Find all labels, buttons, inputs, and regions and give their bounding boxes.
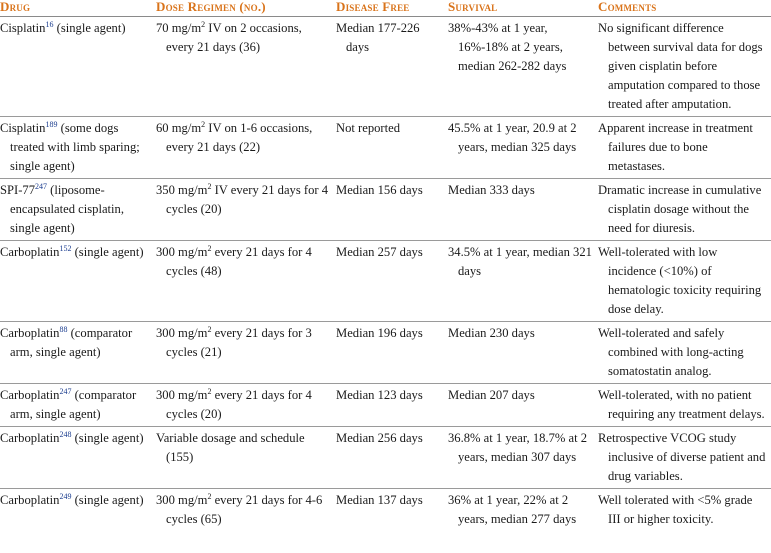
comments-cell	[598, 241, 771, 322]
comments-value: Well tolerated with <5% grade III or higher toxicity.	[598, 493, 753, 526]
dose-text-rest: IV on 1-6 occasions, every 21 days (22)	[166, 121, 313, 154]
survival-cell	[448, 241, 598, 322]
comments-cell	[598, 179, 771, 241]
disease-free-cell	[336, 117, 448, 179]
drug-name: SPI-77	[0, 183, 35, 197]
disease-free-value: Median 137 days	[336, 493, 423, 507]
dose-cell	[156, 427, 336, 489]
survival-cell	[448, 179, 598, 241]
comments-value: No significant difference between survival data for dogs given cisplatin before amputation compared to those treated after amputation.	[598, 21, 763, 111]
disease-free-cell	[336, 179, 448, 241]
table-row	[0, 384, 771, 427]
comments-value: Well-tolerated and safely combined with long-acting somatostatin analog.	[598, 326, 744, 378]
reference-link[interactable]: 189	[45, 119, 58, 129]
drug-cell	[0, 179, 156, 241]
disease-free-value: Median 123 days	[336, 388, 423, 402]
drug-note: (liposome-encapsulated cisplatin, single agent)	[10, 183, 125, 235]
reference-link[interactable]: 88	[59, 324, 68, 334]
survival-cell	[448, 489, 598, 532]
dose-exponent: 2	[201, 119, 206, 129]
drug-note: (single agent)	[71, 431, 144, 445]
drug-note: (comparator arm, single agent)	[10, 326, 133, 359]
comments-value: Well-tolerated, with no patient requiring any treatment delays.	[598, 388, 765, 421]
table-row	[0, 117, 771, 179]
survival-cell	[448, 17, 598, 117]
reference-link[interactable]: 247	[35, 181, 47, 191]
dose-text: Variable dosage and schedule (155)	[156, 431, 305, 464]
survival-value: Median 207 days	[448, 388, 535, 402]
survival-value: 38%-43% at 1 year, 16%-18% at 2 years, median 262-282 days	[448, 21, 567, 73]
dose-text-rest: every 21 days for 4-6 cycles (65)	[166, 493, 323, 526]
survival-value: Median 333 days	[448, 183, 535, 197]
reference-link[interactable]: 249	[59, 491, 72, 501]
reference-link[interactable]: 247	[59, 386, 72, 396]
drug-note: (single agent)	[71, 493, 144, 507]
dose-text: 300 mg/m	[156, 493, 208, 507]
header-survival: Survival	[448, 0, 598, 17]
survival-value: Median 230 days	[448, 326, 535, 340]
drug-note: (comparator arm, single agent)	[10, 388, 137, 421]
dose-exponent: 2	[201, 19, 206, 29]
dose-text-rest: IV every 21 days for 4 cycles (20)	[166, 183, 329, 216]
drug-cell	[0, 322, 156, 384]
drug-note: (some dogs treated with limb sparing; single agent)	[10, 121, 140, 173]
dose-exponent: 2	[207, 491, 212, 501]
table-row	[0, 241, 771, 322]
dose-cell	[156, 241, 336, 322]
header-dose-regimen: Dose Regimen (no.)	[156, 0, 336, 17]
table-body	[0, 17, 771, 532]
dose-text-rest: every 21 days for 3 cycles (21)	[166, 326, 312, 359]
dose-text: 300 mg/m	[156, 388, 208, 402]
drug-cell	[0, 117, 156, 179]
survival-cell	[448, 322, 598, 384]
dose-text: 300 mg/m	[156, 326, 208, 340]
drug-name: Cisplatin	[0, 21, 46, 35]
disease-free-cell	[336, 427, 448, 489]
drug-cell	[0, 489, 156, 532]
dose-cell	[156, 384, 336, 427]
dose-text-rest: IV on 2 occasions, every 21 days (36)	[166, 21, 302, 54]
dose-exponent: 2	[207, 181, 212, 191]
comments-cell	[598, 322, 771, 384]
table-row	[0, 489, 771, 532]
table-header	[0, 0, 771, 17]
drug-name: Carboplatin	[0, 245, 60, 259]
dose-exponent: 2	[207, 324, 212, 334]
comments-cell	[598, 117, 771, 179]
header-comments: Comments	[598, 0, 771, 17]
comments-value: Retrospective VCOG study inclusive of diverse patient and drug variables.	[598, 431, 766, 483]
disease-free-cell	[336, 489, 448, 532]
drug-name: Carboplatin	[0, 493, 60, 507]
disease-free-value: Median 257 days	[336, 245, 423, 259]
header-row	[0, 0, 771, 17]
disease-free-value: Median 177-226 days	[336, 21, 420, 54]
survival-value: 45.5% at 1 year, 20.9 at 2 years, median 325 days	[448, 121, 577, 154]
dose-cell	[156, 117, 336, 179]
table-row	[0, 17, 771, 117]
survival-value: 36.8% at 1 year, 18.7% at 2 years, median 307 days	[448, 431, 588, 464]
drug-name: Carboplatin	[0, 326, 60, 340]
reference-link[interactable]: 248	[59, 429, 72, 439]
dose-text-rest: every 21 days for 4 cycles (20)	[166, 388, 312, 421]
dose-exponent: 2	[207, 386, 212, 396]
survival-value: 36% at 1 year, 22% at 2 years, median 277 days	[448, 493, 577, 526]
disease-free-cell	[336, 241, 448, 322]
drug-name: Cisplatin	[0, 121, 46, 135]
disease-free-value: Median 156 days	[336, 183, 423, 197]
table-row	[0, 179, 771, 241]
dose-cell	[156, 17, 336, 117]
dose-exponent: 2	[207, 243, 212, 253]
drug-name: Carboplatin	[0, 431, 60, 445]
dose-text: 70 mg/m	[156, 21, 202, 35]
reference-link[interactable]: 152	[59, 243, 72, 253]
comments-value: Apparent increase in treatment failures due to bone metastases.	[598, 121, 753, 173]
survival-cell	[448, 384, 598, 427]
disease-free-cell	[336, 322, 448, 384]
comments-cell	[598, 17, 771, 117]
table-row	[0, 427, 771, 489]
dose-cell	[156, 179, 336, 241]
table-row	[0, 322, 771, 384]
comments-value: Well-tolerated with low incidence (<10%) of hematologic toxicity requiring dose delay.	[598, 245, 762, 316]
drug-cell	[0, 17, 156, 117]
comments-value: Dramatic increase in cumulative cisplatin dosage without the need for diuresis.	[598, 183, 762, 235]
header-disease-free: Disease Free	[336, 0, 448, 17]
disease-free-value: Median 256 days	[336, 431, 423, 445]
dose-text: 350 mg/m	[156, 183, 208, 197]
disease-free-cell	[336, 384, 448, 427]
reference-link[interactable]: 16	[45, 19, 54, 29]
drug-note: (single agent)	[71, 245, 144, 259]
disease-free-value: Not reported	[336, 121, 400, 135]
comments-cell	[598, 427, 771, 489]
dose-cell	[156, 322, 336, 384]
disease-free-value: Median 196 days	[336, 326, 423, 340]
comments-cell	[598, 384, 771, 427]
dose-text-rest: every 21 days for 4 cycles (48)	[166, 245, 312, 278]
dose-text: 300 mg/m	[156, 245, 208, 259]
drug-name: Carboplatin	[0, 388, 60, 402]
dose-text: 60 mg/m	[156, 121, 202, 135]
dose-cell	[156, 489, 336, 532]
survival-cell	[448, 427, 598, 489]
comments-cell	[598, 489, 771, 532]
survival-value: 34.5% at 1 year, median 321 days	[448, 245, 592, 278]
drug-cell	[0, 427, 156, 489]
drug-note: (single agent)	[53, 21, 126, 35]
disease-free-cell	[336, 17, 448, 117]
header-drug: Drug	[0, 0, 156, 17]
drug-cell	[0, 384, 156, 427]
drug-cell	[0, 241, 156, 322]
survival-cell	[448, 117, 598, 179]
